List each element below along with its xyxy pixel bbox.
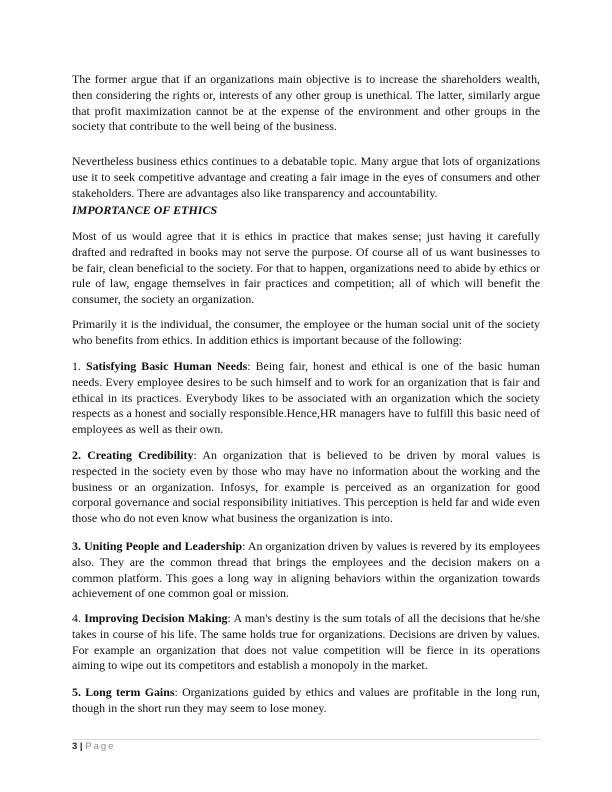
list-item: [72, 611, 540, 674]
footer-separator: |: [77, 741, 86, 752]
item-title: Creating Credibility: [87, 448, 194, 462]
item-number: 3.: [72, 539, 85, 553]
item-text: : A man's destiny is the sum totals of all the decisions that he/she takes in course of his life. The same holds true for organizations. Decisions are driven by values. For example an organization that does not value competition will be fierce in its operations aiming to wipe out its competitors and establish a monopoly in the market.: [72, 611, 540, 673]
paragraph-shareholders: The former argue that if an organizations main objective is to increase the shareholders wealth, then considering the rights or, interests of any other group is unethical. The latter, similarly argue that profit maximization cannot be at the expense of the environment and other groups in the society that contribute to the well being of the business.: [72, 72, 540, 134]
list-item: [72, 539, 540, 602]
paragraph-primarily: Primarily it is the individual, the consumer, the employee or the human social unit of the society who benefits from ethics. In addition ethics is important because of the following:: [72, 317, 540, 347]
item-number: 2.: [72, 448, 88, 462]
page-label: Page: [85, 741, 116, 752]
item-number: 5.: [72, 685, 86, 699]
section-heading: IMPORTANCE OF ETHICS: [72, 203, 218, 217]
item-number: 4.: [72, 611, 85, 625]
item-title: Improving Decision Making: [84, 611, 228, 625]
list-item: [72, 448, 540, 527]
page-number: 3: [72, 741, 78, 752]
item-title: Uniting People and Leadership: [84, 539, 243, 553]
list-item: [72, 359, 540, 438]
page-footer: [72, 741, 115, 752]
item-text: : Organizations guided by ethics and values are profitable in the long run, though in the short run they may seem to lose money.: [72, 685, 540, 715]
paragraph-debatable-topic: Nevertheless business ethics continues to a debatable topic. Many argue that lots of organizations use it to seek competitive advantage and creating a fair image in the eyes of consumers and other stakeholders. There are advantages also like transparency and accountability.: [72, 154, 540, 200]
paragraph-ethics-in-practice: Most of us would agree that it is ethics in practice that makes sense; just having it carefully drafted and redrafted in books may not serve the purpose. Of course all of us want businesses to be fair, clean beneficial to the society. For that to happen, organizations need to abide by ethics or rule of law, engage themselves in fair practices and competition; all of which will benefit the consumer, the society an organization.: [72, 229, 540, 307]
item-text: : Being fair, honest and ethical is one of the basic human needs. Every employee desires to be such himself and to work for an organization that is fair and ethical in its practices. Everybody likes to be associated with an organization which the society respects as a honest and socially responsible.Hence,HR managers have to fulfill this basic need of employees as well as their own.: [72, 359, 540, 437]
item-text: : An organization that is believed to be driven by moral values is respected in the society even by those who may have no information about the working and the business or an organization. Infosys, for example is perceived as an organization for good corporal governance and social responsibility initiatives. This perception is held far and wide even those who do not even know what business the organization is into.: [72, 448, 540, 526]
footer-divider: [72, 739, 540, 740]
item-text: : An organization driven by values is revered by its employees also. They are the common thread that brings the employees and the decision makers on a common platform. This goes a long way in aligning behaviors within the organization towards achievement of one common goal or mission.: [72, 539, 540, 601]
item-number: 1.: [72, 359, 86, 373]
item-title: Long term Gains: [85, 685, 175, 699]
item-title: Satisfying Basic Human Needs: [86, 359, 248, 373]
list-item: [72, 685, 540, 717]
